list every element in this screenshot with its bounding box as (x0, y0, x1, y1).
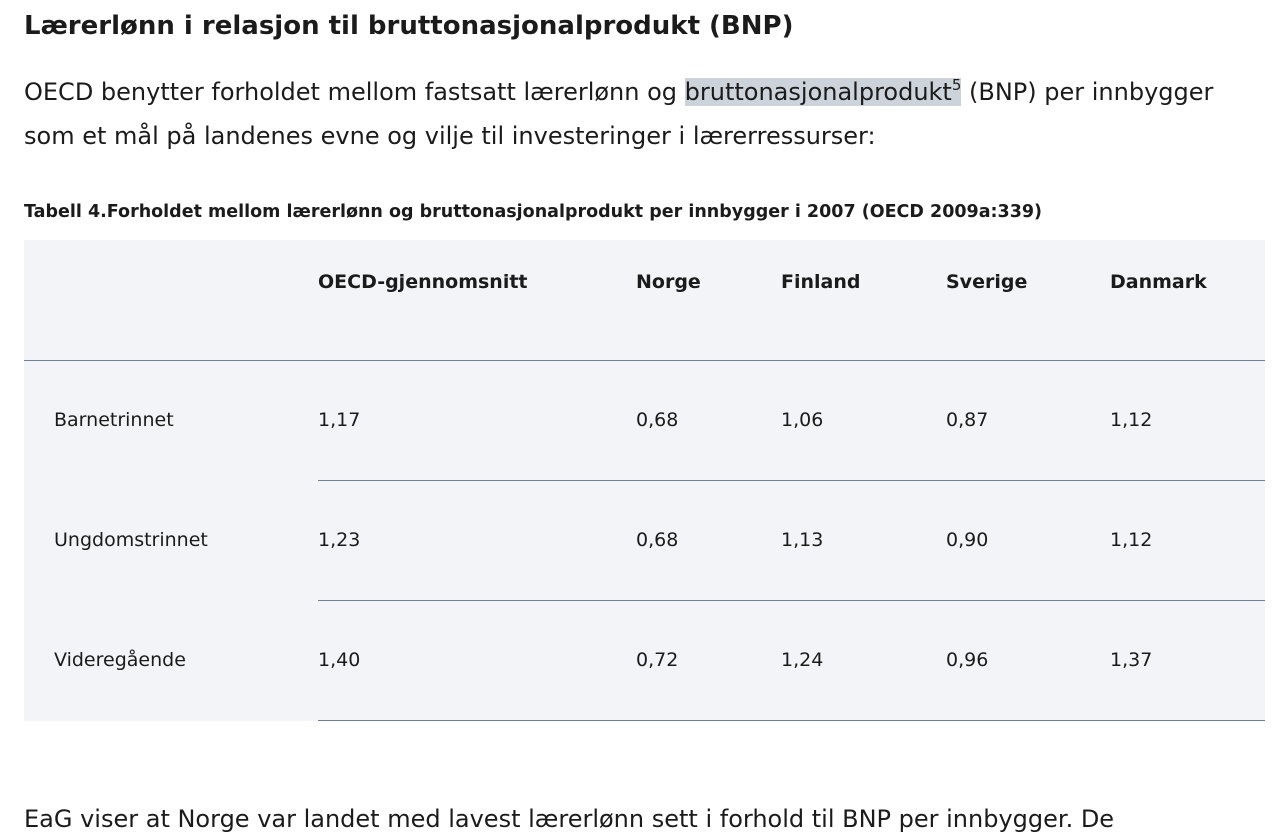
cell-oecd-average: 1,23 (318, 480, 636, 600)
intro-paragraph (24, 70, 1254, 158)
cell-sverige: 0,90 (946, 480, 1110, 600)
row-label-barnetrinnet: Barnetrinnet (54, 409, 174, 432)
intro-text-before: OECD benytter forholdet mellom fastsatt lærerlønn og (24, 78, 685, 106)
salary-gdp-table (24, 240, 1265, 721)
cell-finland: 1,24 (781, 600, 946, 720)
header-danmark: Danmark (1110, 240, 1265, 360)
header-finland: Finland (781, 240, 946, 360)
cell-norge: 0,68 (636, 480, 781, 600)
table-row (24, 360, 1265, 480)
table-row (24, 600, 1265, 720)
bnp-link-text: bruttonasjonalprodukt (684, 78, 952, 106)
cell-finland: 1,13 (781, 480, 946, 600)
row-label-ungdomstrinnet: Ungdomstrinnet (54, 529, 208, 551)
header-oecd-average: OECD-gjennomsnitt (318, 240, 636, 360)
closing-paragraph: EaG viser at Norge var landet med lavest lærerlønn sett i forhold til BNP per innbygger. De (24, 805, 1115, 833)
header-norge: Norge (636, 240, 781, 360)
intro-text-after: (BNP) per innbygger som et mål på landenes evne og vilje til investeringer i lærerressurser: (24, 78, 1214, 150)
cell-danmark: 1,37 (1110, 600, 1265, 720)
cell-oecd-average: 1,40 (318, 600, 636, 720)
cell-norge: 0,68 (636, 360, 781, 480)
cell-norge: 0,72 (636, 600, 781, 720)
footnote-marker[interactable]: 5 (951, 76, 962, 94)
cell-danmark: 1,12 (1110, 480, 1265, 600)
cell-danmark: 1,12 (1110, 360, 1265, 480)
row-label-videregaende: Videregående (54, 649, 186, 671)
cell-sverige: 0,96 (946, 600, 1110, 720)
header-empty (24, 240, 318, 360)
cell-finland: 1,06 (781, 360, 946, 480)
header-sverige: Sverige (946, 240, 1110, 360)
table-header-row (24, 240, 1265, 360)
section-heading: Lærerlønn i relasjon til bruttonasjonalprodukt (BNP) (24, 11, 794, 41)
cell-oecd-average: 1,17 (318, 360, 636, 480)
table-caption: Tabell 4.Forholdet mellom lærerlønn og bruttonasjonalprodukt per innbygger i 2007 (OECD 2009a:339) (24, 202, 1043, 222)
cell-sverige: 0,87 (946, 360, 1110, 480)
table-row (24, 480, 1265, 600)
bnp-glossary-link[interactable] (685, 78, 962, 106)
